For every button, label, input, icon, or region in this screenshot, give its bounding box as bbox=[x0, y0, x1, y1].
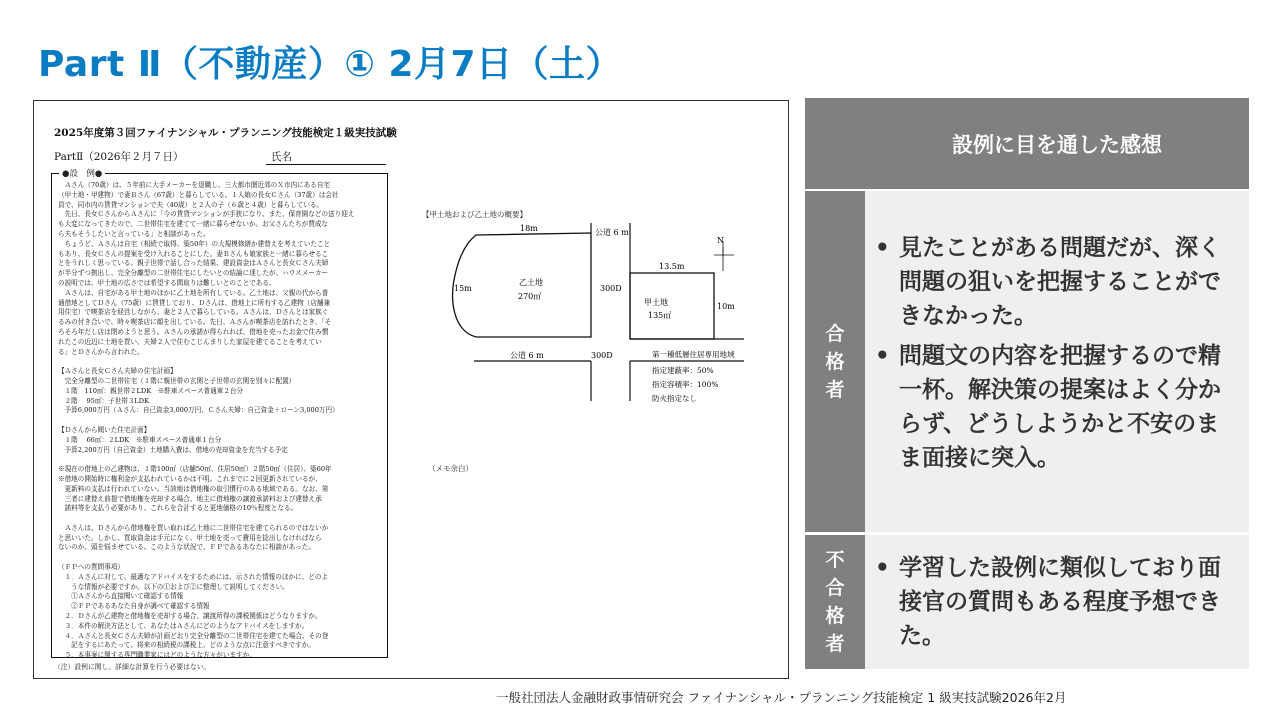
case-line: が半分ずつ拠出し、完全分離型の二世帯住宅にしたいとの結論に達したが、ハウスメーカー bbox=[58, 269, 329, 278]
case-line: 【Ｄさんから聞いた住宅計画】 bbox=[58, 425, 151, 434]
case-line: ちょうど、Ａさんは自宅（相続で取得、築50年）の大規模修繕か建替えを考えていたこと bbox=[58, 239, 331, 248]
case-line: ①Ａさんから直接聞いて確認する情報 bbox=[58, 592, 184, 601]
case-line: 【Ａさんと長女Ｃさん夫婦の住宅計画】 bbox=[58, 367, 177, 376]
case-line: も大変になってきたので、二世帯住宅を建てて一緒に暮らせないか。お父さんたちが賛成な bbox=[58, 220, 329, 229]
case-line: とをうれしく思っている。親子世帯で話し合った結果、建設資金はＡさんと長女Ｃさん夫婦 bbox=[58, 259, 329, 268]
row-label-char: 者 bbox=[825, 378, 845, 401]
case-line: うな情報が必要ですか。以下の①および②に整理して説明してください。 bbox=[58, 582, 289, 591]
kou-label: 甲土地 bbox=[644, 298, 668, 307]
name-label: 氏名 bbox=[271, 151, 292, 163]
case-line: 予算6,000万円（Ａさん：自己資金3,000万円、Ｃさん夫婦：自己資金＋ローン3,000万円） bbox=[58, 406, 339, 415]
north-label: N bbox=[717, 236, 724, 245]
case-line: 予算2,200万円（自己資金）土地購入費は、借地の売却資金を充当する予定 bbox=[58, 445, 288, 454]
case-line: と思いいた。しかし、買取資金は手元になく、甲土地を売って費用を捻出しなければなら bbox=[58, 533, 322, 542]
row-label-char: 合 bbox=[825, 577, 845, 599]
row-label-char: 合 bbox=[825, 322, 845, 345]
case-line bbox=[58, 455, 382, 465]
distance-horizontal: 300D bbox=[591, 351, 613, 360]
fail-comments bbox=[865, 535, 1249, 669]
case-line: 完全分離型の二世帯住宅（１階に親世帯の玄関と子世帯の玄関を別々に配置） bbox=[58, 376, 296, 385]
case-line: ②ＦＰであるあなた自身が調べて確認する情報 bbox=[58, 602, 210, 611]
case-line bbox=[58, 357, 382, 367]
exam-note: （注）設例に関し、詳細な計算を行う必要はない。 bbox=[54, 663, 211, 671]
kou-depth: 10m bbox=[717, 302, 735, 311]
otsu-width: 18m bbox=[520, 224, 538, 233]
row-label-char: 不 bbox=[825, 549, 845, 571]
row-label-char: 格 bbox=[825, 605, 845, 627]
comment-item bbox=[875, 339, 1231, 475]
case-line: る」とＤさんから言われた。 bbox=[58, 347, 144, 356]
zoning-1: 指定建蔽率：50% bbox=[652, 366, 714, 375]
case-line: １階 110㎡：親世帯２LDK ※駐車スペース普通車２台分 bbox=[58, 386, 244, 395]
case-line: 三者に建替え前提で借地権を売却する場合、地主に借地権の譲渡承諾料および建替え承 bbox=[58, 494, 322, 503]
case-line: ろそろ年だし店は閉めようと思う。Ａさんの承諾が得られれば、借地を売ったお金で住み慣 bbox=[58, 327, 329, 336]
case-line: ら夫もそうしたいと言っている」と相談があった。 bbox=[58, 229, 210, 238]
exam-header: 2025年度第３回ファイナンシャル・プランニング技能検定１級実技試験 bbox=[54, 127, 397, 139]
case-line: １．Ａさんに対して、最適なアドバイスをするためには、示された情報のほかに、どのよ bbox=[58, 572, 329, 581]
part-line: PartⅡ（2026年２月７日） bbox=[54, 151, 184, 163]
bullet-icon: • bbox=[875, 235, 890, 261]
kou-lot-shape bbox=[630, 273, 714, 339]
distance-vertical: 300D bbox=[600, 284, 622, 293]
case-line: （ＦＰへの質問事項） bbox=[58, 563, 124, 572]
kou-area: 135㎡ bbox=[648, 311, 672, 320]
case-body bbox=[58, 181, 382, 661]
case-line: るみの付き合いで、時々喫茶店に顔を出している。先日、Ａさんが喫茶店を訪れたとき、「そ bbox=[58, 318, 332, 327]
case-line: ４．Ａさんと長女Ｃさん夫婦が計画どおり完全分離型の二世帯住宅を建てた場合、その登 bbox=[58, 631, 329, 640]
row-label-char: 者 bbox=[825, 633, 845, 655]
road-north: 公道 6 m bbox=[595, 228, 629, 237]
comment-text: 問題文の内容を把握するので精一杯。解決策の提案はよく分からず、どうしようかと不安のまま面接に突入。 bbox=[899, 343, 1221, 471]
impressions-table bbox=[805, 98, 1249, 669]
bullet-icon: • bbox=[875, 343, 890, 369]
road-south: 公道 6 m bbox=[510, 351, 544, 360]
zoning-2: 指定容積率：100% bbox=[652, 380, 719, 389]
otsu-depth: 15m bbox=[454, 284, 472, 293]
case-line bbox=[58, 416, 382, 426]
otsu-area: 270㎡ bbox=[518, 292, 542, 301]
case-line: ないのか、頭を悩ませている。このような状況で、ＦＰであるあなたに相談があった。 bbox=[58, 543, 315, 552]
comment-item bbox=[875, 231, 1231, 333]
case-line: 記をするにあたって、将来の相続税の課税上、どのような点に注意すべきですか。 bbox=[58, 641, 315, 650]
case-line: ３．本件の解決方法として、あなたはＡさんにどのようなアドバイスをしますか。 bbox=[58, 621, 309, 630]
pass-comments bbox=[865, 191, 1249, 532]
case-line: ２階 95㎡：子世帯３LDK bbox=[58, 396, 150, 405]
comment-item bbox=[875, 551, 1231, 653]
case-line: れたこの近辺に土地を買い、夫婦２人で住むこじんまりした家屋を建てることを考えてい bbox=[58, 337, 322, 346]
case-line: 通借地としてＤさん（75歳）に賃貸しており、Ｄさんは、借地上に所有する乙建物（店舗兼 bbox=[58, 298, 331, 307]
case-line: （甲土地・甲建物）で妻Ｂさん（67歳）と暮らしている。１人娘の長女Ｃさん（37歳）は会社 bbox=[58, 190, 339, 199]
table-header-corner bbox=[805, 98, 865, 189]
case-line: 員で、同市内の賃貸マンションで夫（40歳）と２人の子（６歳と４歳）と暮らしている。 bbox=[58, 200, 324, 209]
case-line: ２．Ｄさんが乙建物と借地権を売却する場合、譲渡所得の課税関係はどうなりますか。 bbox=[58, 612, 322, 621]
otsu-label: 乙土地 bbox=[519, 278, 543, 287]
case-line: 更新料の支払は行われていない。当該地は借地権の取引慣行のある地域である。なお、第 bbox=[58, 484, 329, 493]
case-line: Ａさん（70歳）は、５年前に大手メーカーを退職し、三大都市圏近郊のＸ市内にある自宅 bbox=[58, 181, 331, 189]
case-label: ●設 例● bbox=[59, 167, 105, 179]
case-line: ※現在の借地上の乙建物は、１階100㎡（店舗50㎡、住居50㎡）２階50㎡（住居）、築60年 bbox=[58, 465, 332, 474]
case-line: ５．本事案に関する専門職業家にはどのような方々がいますか。 bbox=[58, 651, 256, 660]
zoning-3: 防火指定なし bbox=[652, 394, 697, 403]
case-line: 用住宅）で喫茶店を経営しながら、妻と２人で暮らしている。Ａさんは、Ｄさんとは家族ぐ bbox=[58, 308, 329, 317]
memo-label: （メモ余白） bbox=[428, 464, 473, 473]
north-arrow bbox=[714, 241, 734, 271]
source-citation: 一般社団法人金融財政事情研究会 ファイナンシャル・プランニング技能検定 1 級実技試験2026年2月 bbox=[496, 690, 1067, 705]
table-header: 設例に目を通した感想 bbox=[865, 98, 1249, 189]
case-line: １階 66㎡：２LDK ※駐車スペース普通車１台分 bbox=[58, 435, 222, 444]
kou-width: 13.5m bbox=[659, 262, 685, 271]
pass-label bbox=[805, 191, 865, 532]
case-line: 先日、長女ＣさんからＡさんに「今の賃貸マンションが手狭になり、また、保育園などの送り迎え bbox=[58, 210, 355, 219]
exam-document bbox=[33, 100, 789, 679]
name-underline bbox=[266, 164, 386, 165]
comment-text: 見たことがある問題だが、深く問題の狙いを把握することができなかった。 bbox=[899, 235, 1221, 329]
bullet-icon: • bbox=[875, 555, 890, 581]
row-label-char: 格 bbox=[825, 350, 845, 373]
case-line: Ａさんは、自宅がある甲土地のほかに乙土地を所有している。乙土地は、父親の代から普 bbox=[58, 288, 329, 297]
case-line: Ａさんは、Ｄさんから借地権を買い取れば乙土地に二世帯住宅を建てられるのではないか bbox=[58, 523, 329, 532]
case-line bbox=[58, 514, 382, 524]
fail-label bbox=[805, 535, 865, 669]
case-line: ※借地の開始時に権利金が支払われているかは不明。これまでに２回更新されているが、 bbox=[58, 474, 322, 483]
diagram-title: 【甲土地および乙土地の概要】 bbox=[422, 210, 527, 219]
slide-title: Part Ⅱ（不動産）① 2月7日（土） bbox=[38, 44, 623, 85]
case-line: の説明では、甲土地の広さでは希望する間取りは難しいとのことである。 bbox=[58, 278, 276, 287]
land-diagram bbox=[414, 221, 774, 461]
zoning-0: 第一種低層住居専用地域 bbox=[652, 350, 735, 359]
case-line: もあり、長女Ｃさんの提案を受け入れることにした。妻Ｂさんも娘家族と一緒に暮らせるこ bbox=[58, 249, 329, 258]
case-line bbox=[58, 553, 382, 563]
comment-text: 学習した設例に類似しており面接官の質問もある程度予想できた。 bbox=[899, 555, 1221, 649]
case-line: 諾料等を支払う必要があり、これらを合計すると更地価格の10％程度となる。 bbox=[58, 504, 298, 513]
